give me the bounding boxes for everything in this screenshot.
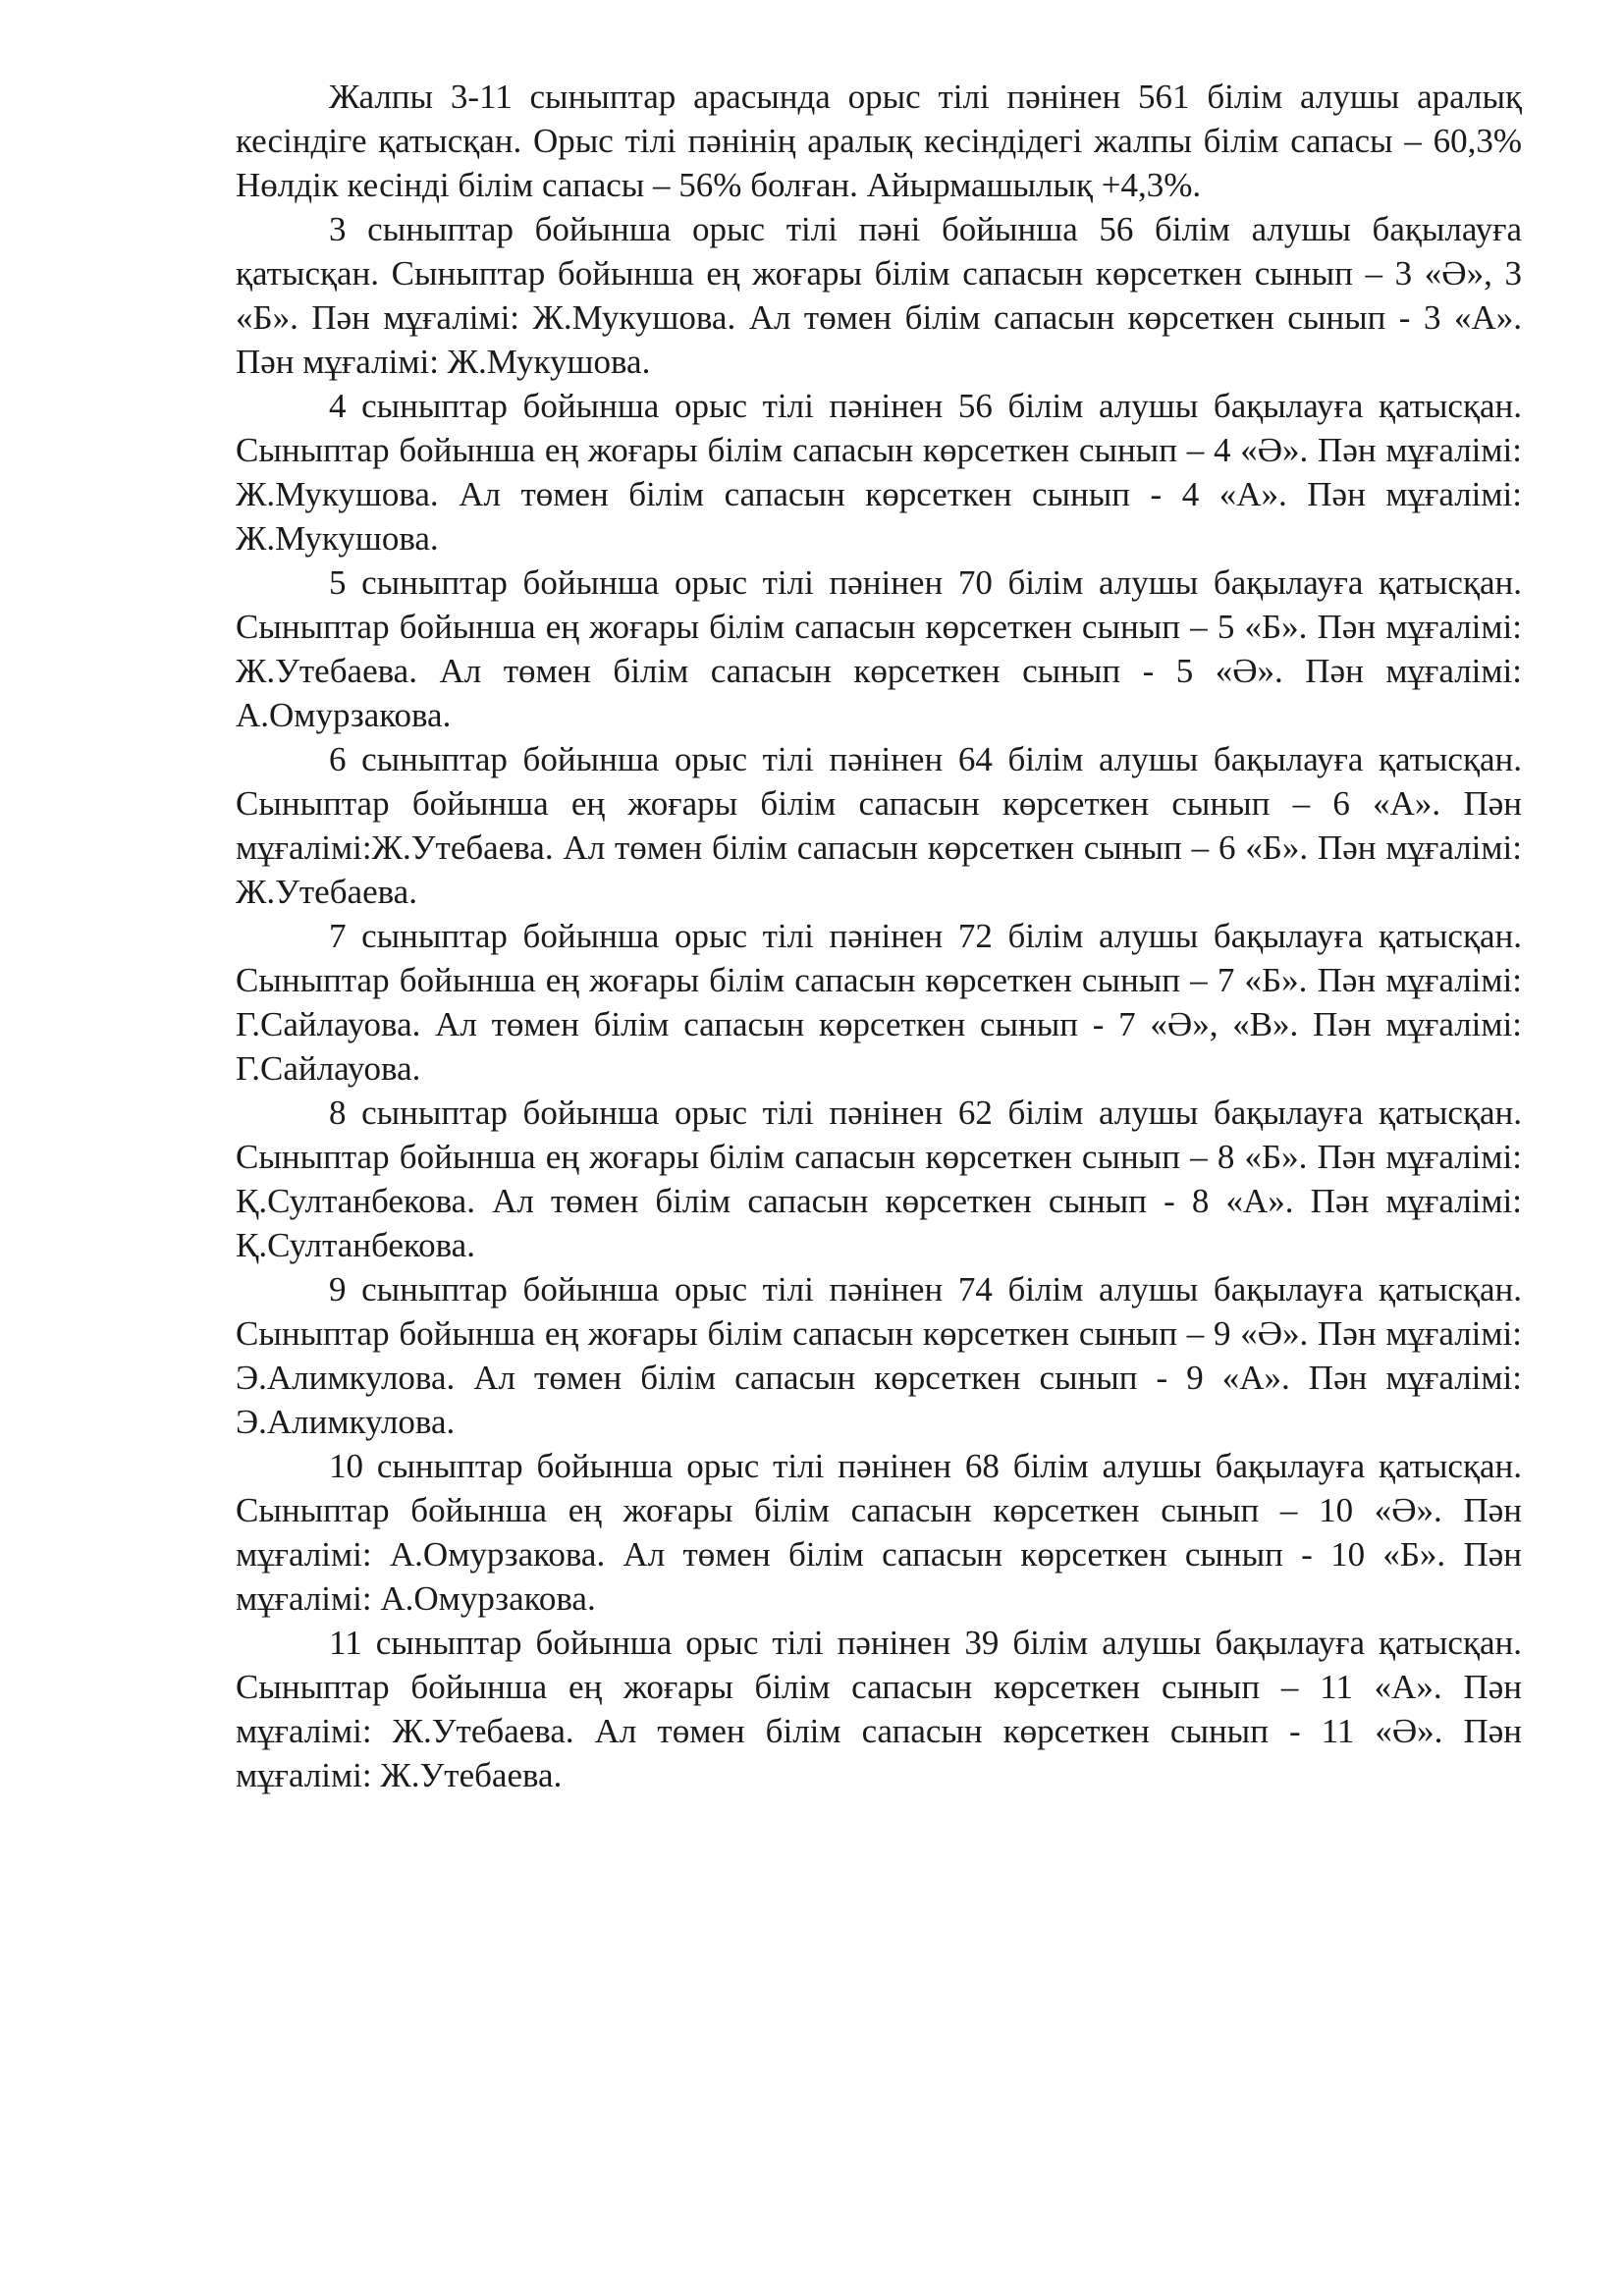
paragraph-grade-3: 3 сыныптар бойынша орыс тілі пәні бойынша 56 білім алушы бақылауға қатысқан. Сыныптар бойынша ең жоғары білім сапасын көрсеткен сынып – 3 «Ә», 3 «Б». Пән мұғалімі: Ж.Мукушова. Ал төмен білім сапасын көрсеткен сынып - 3 «А». Пән мұғалімі: Ж.Мукушова.: [236, 210, 1522, 381]
paragraph-grade-4: 4 сыныптар бойынша орыс тілі пәнінен 56 білім алушы бақылауға қатысқан. Сыныптар бойынша ең жоғары білім сапасын көрсеткен сынып – 4 «Ә». Пән мұғалімі: Ж.Мукушова. Ал төмен білім сапасын көрсеткен сынып - 4 «А». Пән мұғалімі: Ж.Мукушова.: [236, 387, 1522, 558]
paragraph-grade-5: 5 сыныптар бойынша орыс тілі пәнінен 70 білім алушы бақылауға қатысқан. Сыныптар бойынша ең жоғары білім сапасын көрсеткен сынып – 5 «Б». Пән мұғалімі: Ж.Утебаева. Ал төмен білім сапасын көрсеткен сынып - 5 «Ә». Пән мұғалімі: А.Омурзакова.: [236, 563, 1522, 734]
paragraph-grade-11: 11 сыныптар бойынша орыс тілі пәнінен 39 білім алушы бақылауға қатысқан. Сыныптар бойынша ең жоғары білім сапасын көрсеткен сынып – 11 «А». Пән мұғалімі: Ж.Утебаева. Ал төмен білім сапасын көрсеткен сынып - 11 «Ә». Пән мұғалімі: Ж.Утебаева.: [236, 1624, 1522, 1794]
paragraph-grade-8: 8 сыныптар бойынша орыс тілі пәнінен 62 білім алушы бақылауға қатысқан. Сыныптар бойынша ең жоғары білім сапасын көрсеткен сынып – 8 «Б». Пән мұғалімі: Қ.Султанбекова. Ал төмен білім сапасын көрсеткен сынып - 8 «А». Пән мұғалімі: Қ.Султанбекова.: [236, 1094, 1522, 1264]
paragraph-grade-10: 10 сыныптар бойынша орыс тілі пәнінен 68 білім алушы бақылауға қатысқан. Сыныптар бойынша ең жоғары білім сапасын көрсеткен сынып – 10 «Ә». Пән мұғалімі: А.Омурзакова. Ал төмен білім сапасын көрсеткен сынып - 10 «Б». Пән мұғалімі: А.Омурзакова.: [236, 1447, 1522, 1618]
document-body: [236, 75, 1522, 1797]
paragraph-summary: Жалпы 3-11 сыныптар арасында орыс тілі пәнінен 561 білім алушы аралық кесіндіге қатысқан. Орыс тілі пәнінің аралық кесіндідегі жалпы білім сапасы – 60,3% Нөлдік кесінді білім сапасы – 56% болған. Айырмашылық +4,3%.: [236, 78, 1522, 204]
paragraph-grade-9: 9 сыныптар бойынша орыс тілі пәнінен 74 білім алушы бақылауға қатысқан. Сыныптар бойынша ең жоғары білім сапасын көрсеткен сынып – 9 «Ә». Пән мұғалімі: Э.Алимкулова. Ал төмен білім сапасын көрсеткен сынып - 9 «А». Пән мұғалімі: Э.Алимкулова.: [236, 1270, 1522, 1441]
paragraph-grade-7: 7 сыныптар бойынша орыс тілі пәнінен 72 білім алушы бақылауға қатысқан. Сыныптар бойынша ең жоғары білім сапасын көрсеткен сынып – 7 «Б». Пән мұғалімі: Г.Сайлауова. Ал төмен білім сапасын көрсеткен сынып - 7 «Ә», «В». Пән мұғалімі: Г.Сайлауова.: [236, 917, 1522, 1088]
paragraph-grade-6: 6 сыныптар бойынша орыс тілі пәнінен 64 білім алушы бақылауға қатысқан. Сыныптар бойынша ең жоғары білім сапасын көрсеткен сынып – 6 «А». Пән мұғалімі:Ж.Утебаева. Ал төмен білім сапасын көрсеткен сынып – 6 «Б». Пән мұғалімі: Ж.Утебаева.: [236, 740, 1522, 911]
